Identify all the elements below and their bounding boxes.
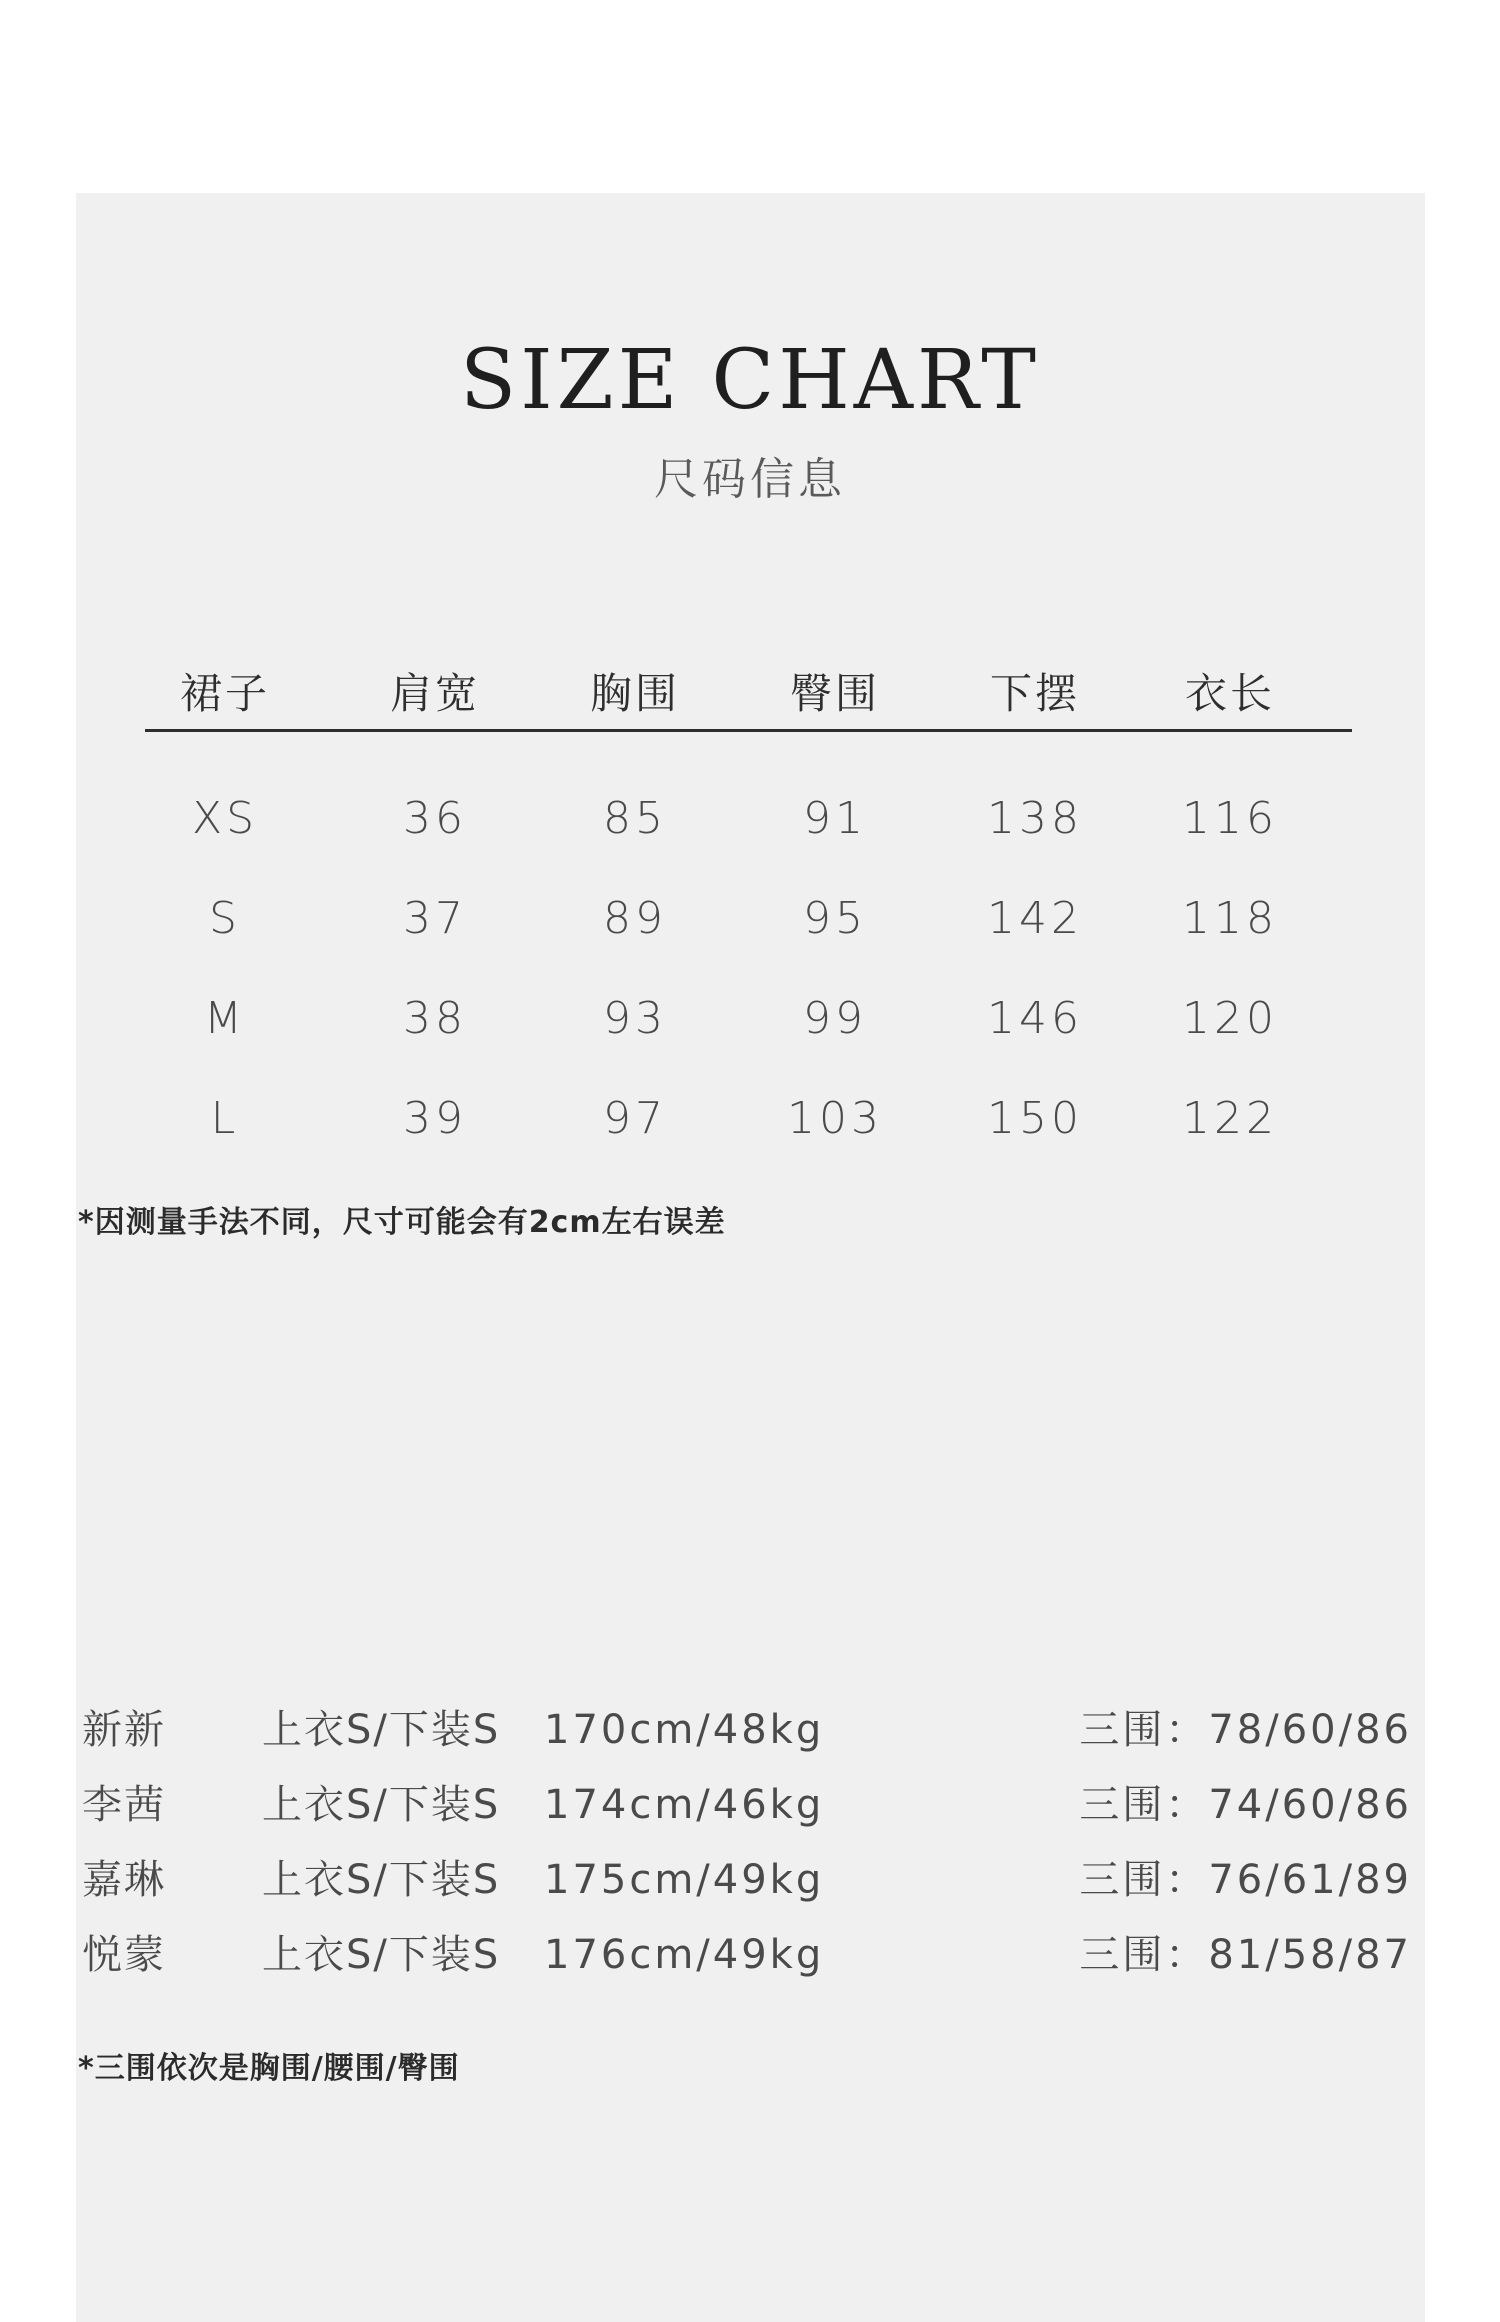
measurement-note: *因测量手法不同，尺寸可能会有2cm左右误差 [78,1205,726,1240]
table-cell: 93 [603,992,667,1044]
table-cell: 36 [403,792,467,844]
table-cell: 116 [1182,792,1278,844]
table-cell: 122 [1182,1092,1278,1144]
header-divider [145,729,1352,732]
model-row [82,1700,1412,1775]
table-row [145,1068,1352,1168]
table-row [145,868,1352,968]
header-cell: 下摆 [989,669,1080,718]
model-row [82,1925,1412,2000]
table-cell: 38 [403,992,467,1044]
model-measurements: 三围：78/60/86 [1079,1707,1412,1753]
header-cell: 裙子 [179,669,270,718]
table-row [145,768,1352,868]
header-cell: 臀围 [789,669,880,718]
table-cell: 85 [603,792,667,844]
table-body [145,768,1352,1168]
table-cell: 120 [1182,992,1278,1044]
model-height-weight: 170cm/48kg [544,1707,825,1753]
model-name: 嘉琳 [82,1857,166,1903]
table-row [145,968,1352,1068]
model-name: 新新 [82,1707,166,1753]
model-measurements: 三围：76/61/89 [1079,1857,1412,1903]
model-height-weight: 175cm/49kg [544,1857,825,1903]
table-cell: 97 [603,1092,667,1144]
model-size: 上衣S/下装S [262,1932,501,1978]
background-panel [76,193,1425,2322]
table-cell: 95 [803,892,867,944]
model-measurements: 三围：81/58/87 [1079,1932,1412,1978]
header-cell: 肩宽 [389,669,480,718]
model-size: 上衣S/下装S [262,1707,501,1753]
size-label: L [210,1092,240,1144]
table-cell: 103 [787,1092,883,1144]
page-title: SIZE CHART [460,333,1040,428]
measurements-order-note: *三围依次是胸围/腰围/臀围 [78,2051,460,2086]
header-cell: 衣长 [1184,669,1275,718]
model-height-weight: 174cm/46kg [544,1782,825,1828]
table-cell: 142 [987,892,1083,944]
model-size: 上衣S/下装S [262,1782,501,1828]
table-header [145,655,1352,727]
header-cell: 胸围 [589,669,680,718]
size-label: S [209,892,241,944]
table-cell: 99 [803,992,867,1044]
table-cell: 91 [803,792,867,844]
model-name: 李茜 [82,1782,166,1828]
table-cell: 89 [603,892,667,944]
model-row [82,1775,1412,1850]
model-row [82,1850,1412,1925]
size-label: XS [191,792,259,844]
model-size: 上衣S/下装S [262,1857,501,1903]
table-cell: 150 [987,1092,1083,1144]
model-list [82,1700,1412,2000]
size-label: M [204,992,246,1044]
table-cell: 146 [987,992,1083,1044]
model-measurements: 三围：74/60/86 [1079,1782,1412,1828]
table-cell: 37 [403,892,467,944]
page-subtitle: 尺码信息 [654,454,846,505]
table-cell: 118 [1182,892,1278,944]
table-cell: 138 [987,792,1083,844]
model-name: 悦蒙 [82,1932,166,1978]
model-height-weight: 176cm/49kg [544,1932,825,1978]
size-table [145,655,1352,1168]
table-cell: 39 [403,1092,467,1144]
